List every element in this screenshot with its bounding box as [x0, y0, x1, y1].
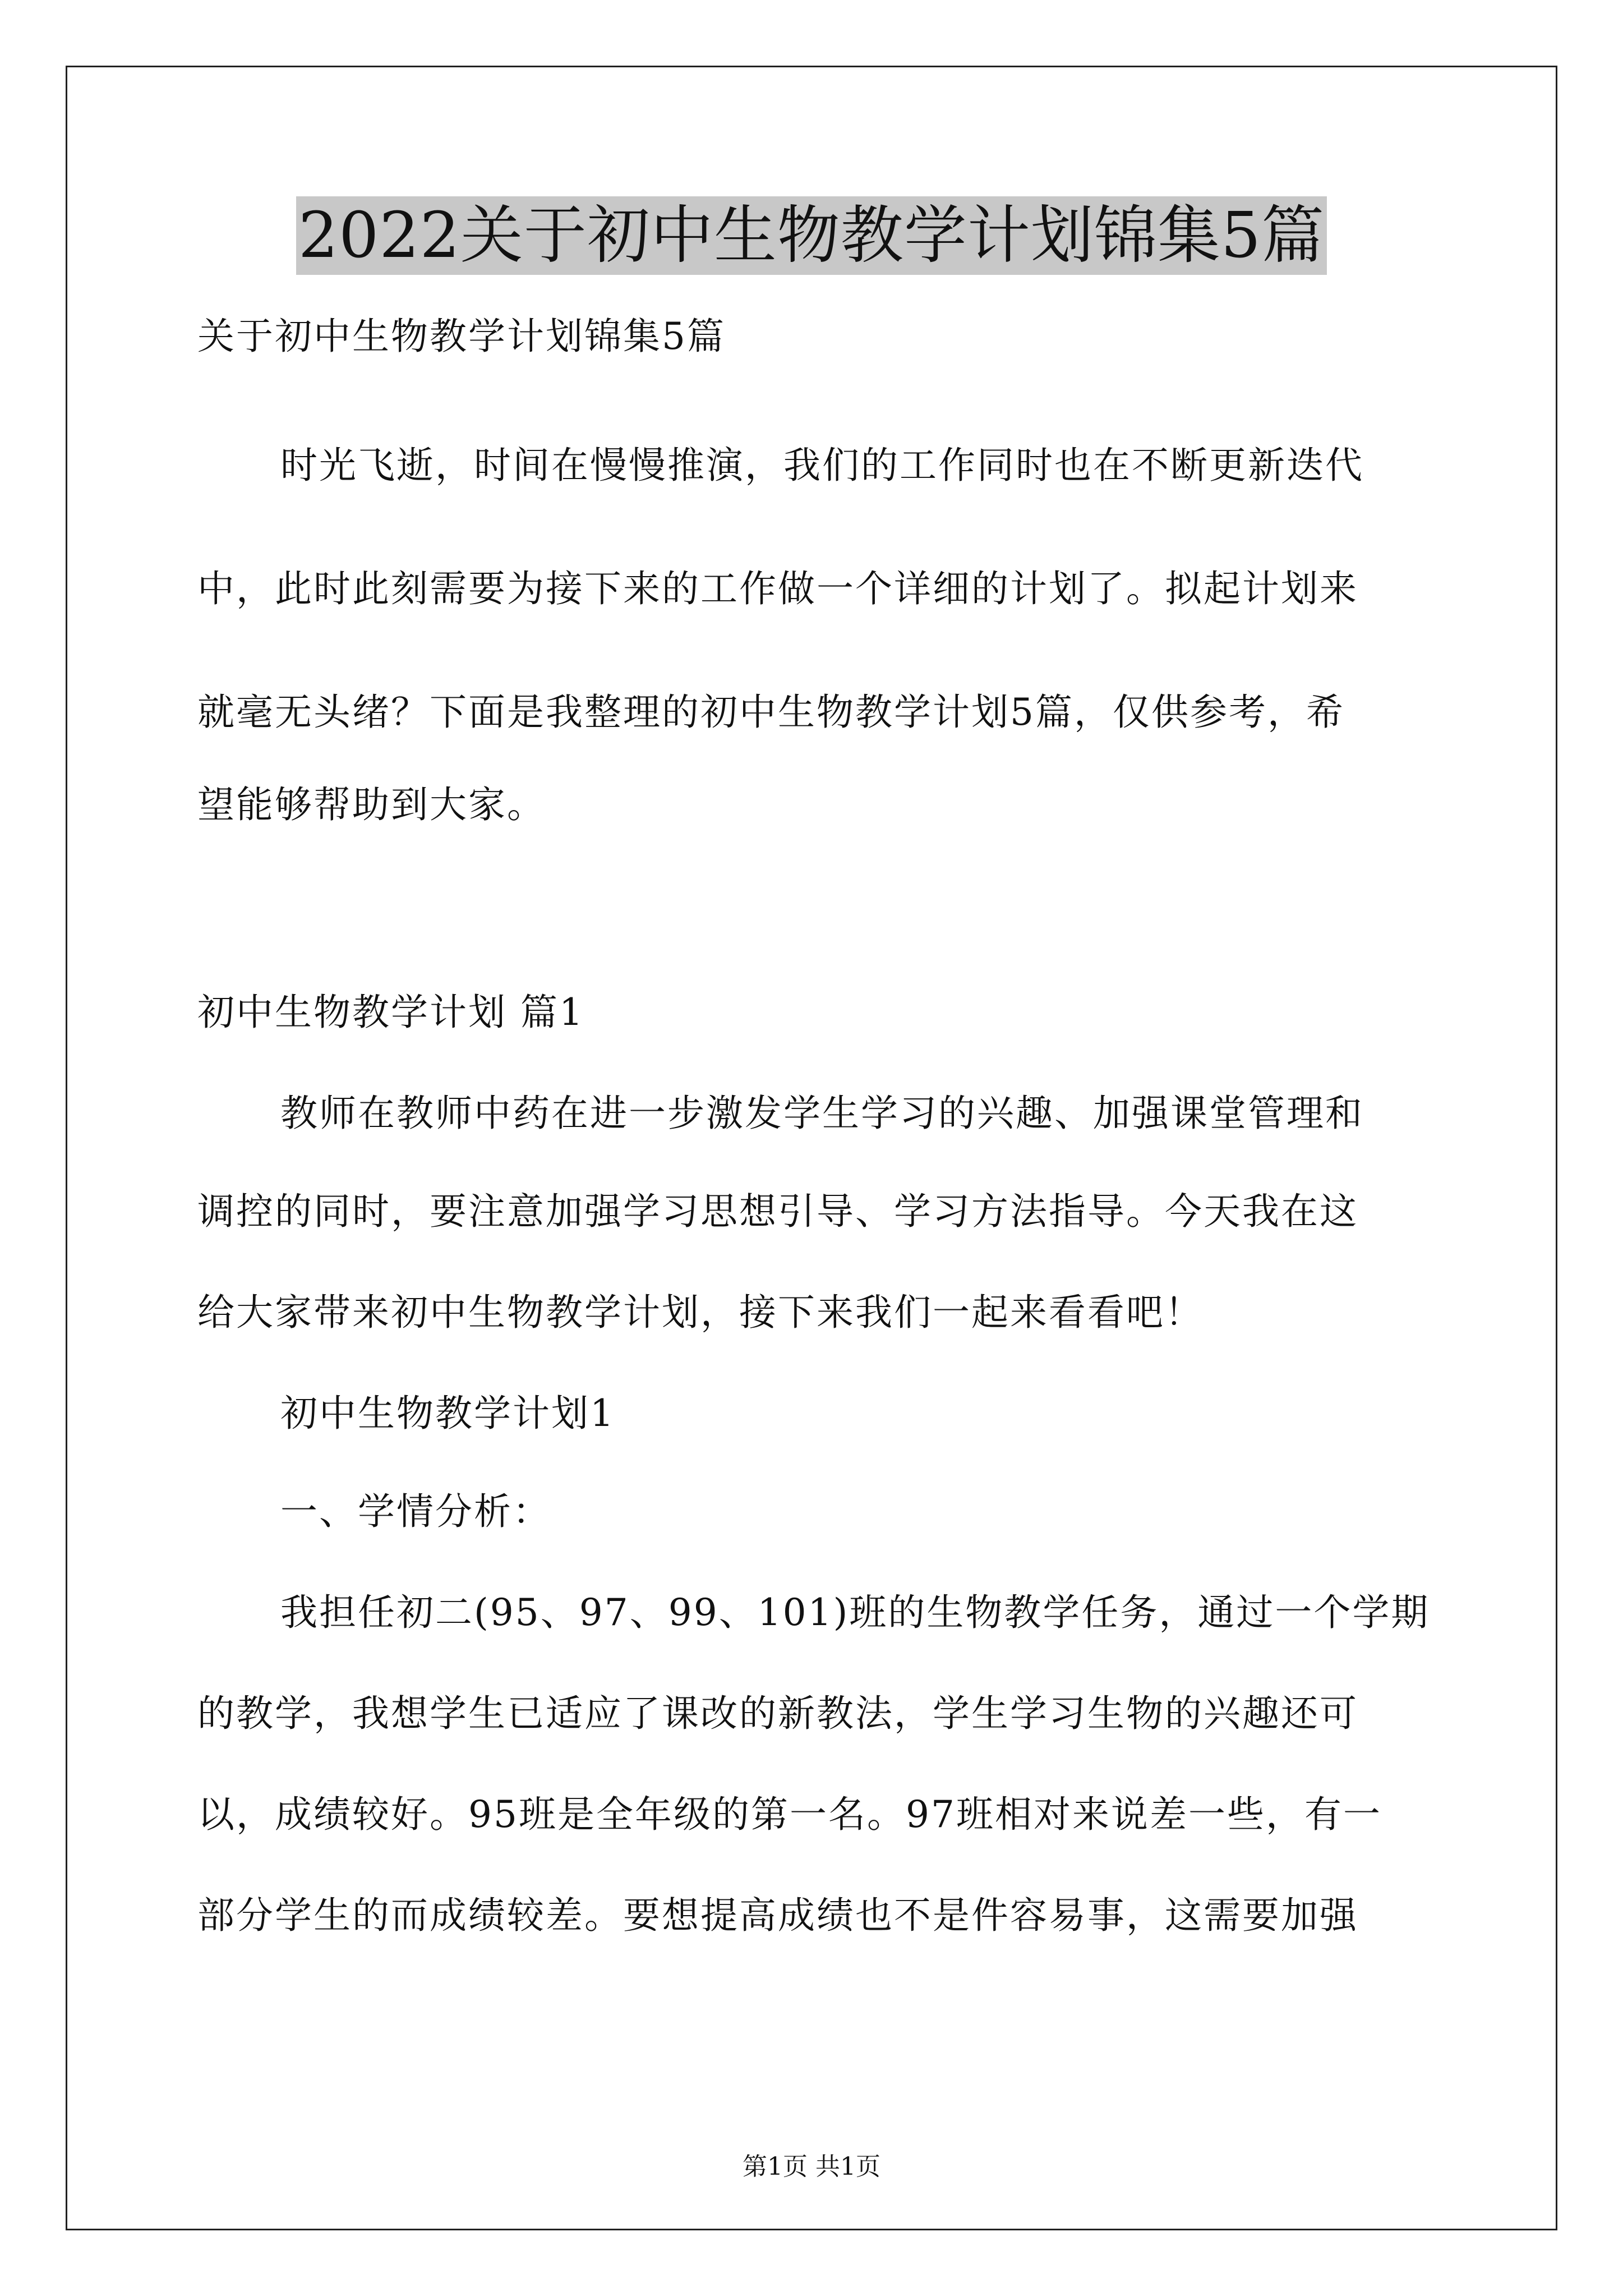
page-footer: 第1页 共1页 [743, 2152, 880, 2181]
document-title: 2022关于初中生物教学计划锦集5篇 [296, 196, 1327, 275]
analysis-line-4: 部分学生的而成绩较差。要想提高成绩也不是件容易事，这需要加强 [197, 1894, 1358, 1937]
section-heading: 初中生物教学计划 篇1 [197, 991, 584, 1034]
intro-line-1: 时光飞逝，时间在慢慢推演，我们的工作同时也在不断更新迭代 [280, 444, 1364, 487]
subtitle: 关于初中生物教学计划锦集5篇 [197, 315, 726, 358]
title-container [0, 196, 1623, 275]
section-line-1: 教师在教师中药在进一步激发学生学习的兴趣、加强课堂管理和 [280, 1092, 1364, 1135]
analysis-line-3: 以，成绩较好。95班是全年级的第一名。97班相对来说差一些，有一 [197, 1793, 1382, 1836]
analysis-heading: 一、学情分析： [280, 1490, 551, 1533]
intro-line-2: 中，此时此刻需要为接下来的工作做一个详细的计划了。拟起计划来 [197, 567, 1358, 610]
analysis-line-2: 的教学，我想学生已适应了课改的新教法，学生学习生物的兴趣还可 [197, 1692, 1358, 1735]
intro-line-4: 望能够帮助到大家。 [197, 783, 546, 826]
section-line-3: 给大家带来初中生物教学计划，接下来我们一起来看看吧！ [197, 1291, 1204, 1334]
analysis-line-1: 我担任初二(95、97、99、101)班的生物教学任务，通过一个学期 [280, 1591, 1430, 1634]
plan-heading: 初中生物教学计划1 [280, 1392, 615, 1435]
section-line-2: 调控的同时，要注意加强学习思想引导、学习方法指导。今天我在这 [197, 1190, 1358, 1233]
intro-line-3: 就毫无头绪？下面是我整理的初中生物教学计划5篇，仅供参考，希 [197, 691, 1345, 734]
